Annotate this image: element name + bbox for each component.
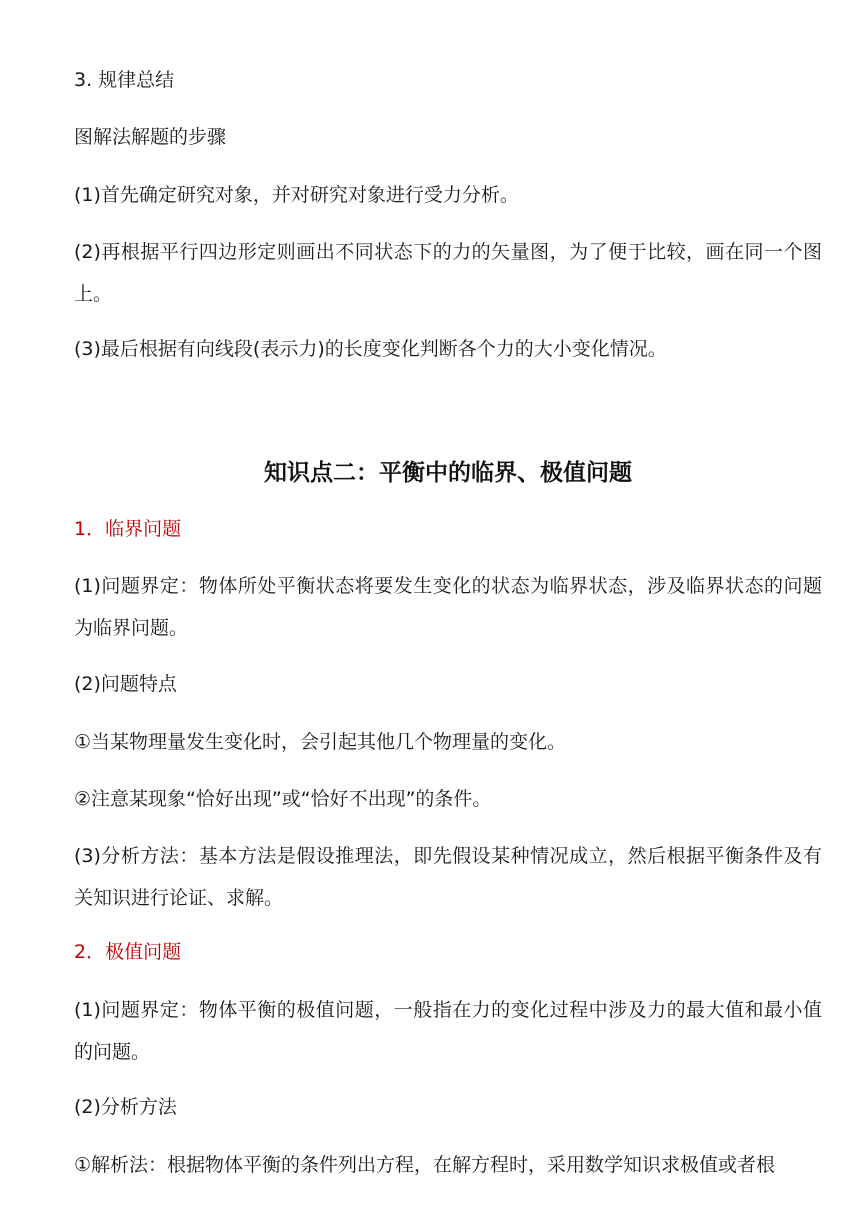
knowledge-point-heading: 知识点二：平衡中的临界、极值问题 (264, 460, 632, 486)
extremum-definition: (1)问题界定：物体平衡的极值问题，一般指在力的变化过程中涉及力的最大值和最小值的问题。 (74, 999, 822, 1063)
extremum-method-title: (2)分析方法 (74, 1096, 177, 1118)
step-3: (3)最后根据有向线段(表示力)的长度变化判断各个力的大小变化情况。 (74, 338, 667, 360)
extremum-method-1: ①解析法：根据物体平衡的条件列出方程，在解方程时，采用数学知识求极值或者根 (74, 1154, 776, 1176)
critical-feature-1: ①当某物理量发生变化时，会引起其他几个物理量的变化。 (74, 731, 567, 753)
critical-feature-2: ②注意某现象“恰好出现”或“恰好不出现”的条件。 (74, 788, 492, 810)
critical-definition: (1)问题界定：物体所处平衡状态将要发生变化的状态为临界状态，涉及临界状态的问题为临界问题。 (74, 575, 822, 639)
section-title: 3. 规律总结 (74, 69, 175, 91)
extremum-title: 2．极值问题 (74, 941, 182, 963)
critical-method: (3)分析方法：基本方法是假设推理法，即先假设某种情况成立，然后根据平衡条件及有关知识进行论证、求解。 (74, 845, 822, 909)
critical-features-title: (2)问题特点 (74, 673, 177, 695)
step-2: (2)再根据平行四边形定则画出不同状态下的力的矢量图，为了便于比较，画在同一个图上。 (74, 241, 822, 305)
step-1: (1)首先确定研究对象，并对研究对象进行受力分析。 (74, 184, 519, 206)
critical-title: 1．临界问题 (74, 518, 182, 540)
section-subtitle: 图解法解题的步骤 (74, 126, 227, 148)
